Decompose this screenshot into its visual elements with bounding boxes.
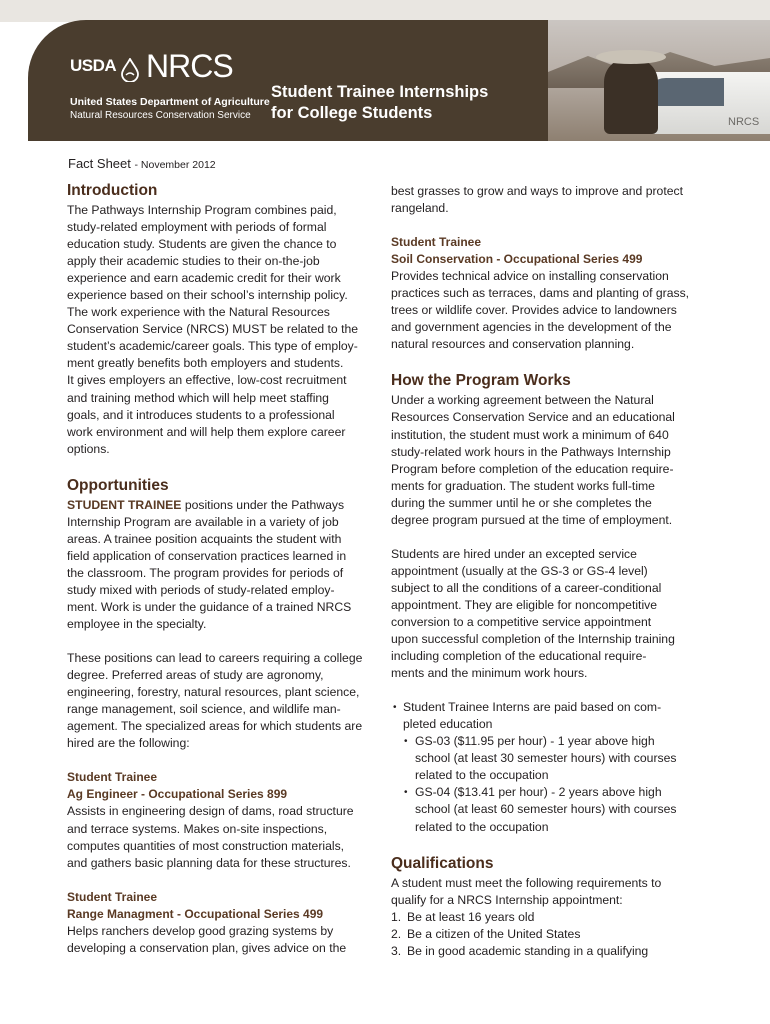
how-heading: How the Program Works xyxy=(391,372,571,390)
soil-line: practices such as terraces, dams and planting of grass, xyxy=(391,286,690,301)
opp-line: hired are the following: xyxy=(67,736,190,751)
ag-line: and terrace systems. Makes on-site inspections, xyxy=(67,821,328,836)
intro-line: goals, and it introduces students to a professional xyxy=(67,407,335,422)
how-line: degree program pursued at the time of employment. xyxy=(391,512,673,527)
how-line: Students are hired under an excepted service xyxy=(391,546,637,561)
pay-sub-bullet-gs04 xyxy=(399,784,703,835)
how-line: Resources Conservation Service and an educational xyxy=(391,410,675,425)
truck-door-logo: NRCS xyxy=(728,116,760,128)
opp-line: range management, soil science, and wildlife man- xyxy=(67,702,341,717)
how-paragraph-2 xyxy=(391,546,703,682)
fact-sheet-text: Fact Sheet xyxy=(68,156,131,171)
header xyxy=(0,0,770,141)
nrcs-drop-icon xyxy=(120,58,140,82)
range-line: rangeland. xyxy=(391,201,449,216)
opp-line: degree. Preferred areas of study are agronomy, xyxy=(67,668,324,683)
intro-line: education study. Students are given the chance to xyxy=(67,237,337,252)
item-number: 2. xyxy=(391,926,402,941)
intro-line: The work experience with the Natural Resources xyxy=(67,305,330,320)
how-line: study-related work hours in the Pathways Internship xyxy=(391,444,671,459)
intro-line: It gives employers an effective, low-cost recruitment xyxy=(67,373,347,388)
bullet-line: pleted education xyxy=(403,717,493,732)
how-line: Program before completion of the education require- xyxy=(391,461,674,476)
how-line: appointment. They are eligible for noncompetitive xyxy=(391,597,658,612)
intro-line: The Pathways Internship Program combines paid, xyxy=(67,203,337,217)
qualification-item xyxy=(391,926,703,943)
opp-line: the classroom. The program provides for periods of xyxy=(67,565,344,580)
range-line: Helps ranchers develop good grazing systems by xyxy=(67,923,334,938)
opp-line: employee in the specialty. xyxy=(67,617,207,632)
fact-sheet-label xyxy=(68,156,216,171)
agency-name: United States Department of Agriculture xyxy=(70,96,270,108)
usda-logo: USDA xyxy=(70,56,117,75)
item-number: 1. xyxy=(391,909,402,924)
how-paragraph-1 xyxy=(391,392,703,528)
opportunities-paragraph-1 xyxy=(67,497,379,633)
qual-line: qualify for a NRCS Internship appointment: xyxy=(391,892,623,907)
sub-bullet-line: school (at least 30 semester hours) with courses xyxy=(415,751,677,766)
intro-line: student’s academic/career goals. This type of employ- xyxy=(67,339,358,354)
ag-engineer-section xyxy=(67,769,379,871)
how-line: ments for graduation. The student works full-time xyxy=(391,478,655,493)
how-line: upon successful completion of the Internship training xyxy=(391,632,675,647)
intro-line: work environment and will help them explore career xyxy=(67,424,346,439)
agency-subname: Natural Resources Conservation Service xyxy=(70,110,251,121)
title-line: for College Students xyxy=(271,104,433,122)
ag-line: and gathers basic planning data for these structures. xyxy=(67,855,351,870)
soil-line: trees or wildlife cover. Provides advice to landowners xyxy=(391,303,677,318)
page-title xyxy=(271,82,488,124)
photo-person-hat xyxy=(596,50,666,64)
soil-line: natural resources and conservation planning. xyxy=(391,337,635,352)
how-line: appointment (usually at the GS-3 or GS-4 level) xyxy=(391,563,648,578)
range-management-section xyxy=(67,889,379,957)
spacer xyxy=(391,529,703,546)
item-text: Be at least 16 years old xyxy=(407,909,535,924)
right-column xyxy=(391,183,703,960)
opp-line: engineering, forestry, natural resources, plant science, xyxy=(67,685,360,700)
intro-paragraph xyxy=(67,202,379,458)
ag-title-1: Student Trainee xyxy=(67,770,158,785)
student-trainee-lead: STUDENT TRAINEE xyxy=(67,497,182,512)
soil-line: and government agencies in the development of the xyxy=(391,320,672,335)
opp-line: These positions can lead to careers requiring a college xyxy=(67,651,363,666)
soil-title-2: Soil Conservation - Occupational Series 499 xyxy=(391,252,643,267)
sub-bullet-line: related to the occupation xyxy=(415,819,549,834)
range-title-2: Range Managment - Occupational Series 499 xyxy=(67,906,324,921)
sub-bullet-line: • GS-04 ($13.41 per hour) - 2 years above high xyxy=(415,785,662,800)
spacer xyxy=(391,836,703,853)
first-line-rest: positions under the Pathways xyxy=(181,497,345,512)
opportunities-first-line xyxy=(67,497,379,514)
sub-bullet-line: • GS-03 ($11.95 per hour) - 1 year above high xyxy=(415,734,655,749)
spacer xyxy=(67,458,379,475)
range-line: developing a conservation plan, gives advice on the xyxy=(67,940,347,955)
qualification-item xyxy=(391,943,703,960)
qualifications-heading: Qualifications xyxy=(391,854,494,872)
soil-title-1: Student Trainee xyxy=(391,235,482,250)
range-title-1: Student Trainee xyxy=(67,889,158,904)
range-line: best grasses to grow and ways to improve and protect xyxy=(391,184,683,198)
intro-line: Conservation Service (NRCS) MUST be related to the xyxy=(67,322,359,337)
intro-heading: Introduction xyxy=(67,182,158,199)
how-line: during the summer until he or she completes the xyxy=(391,495,652,510)
intro-line: experience and earn academic credit for their work xyxy=(67,271,341,286)
nrcs-logo: NRCS xyxy=(146,48,233,84)
spacer xyxy=(391,682,703,699)
pay-bullet xyxy=(391,699,703,733)
opp-line: Internship Program are available in a variety of job xyxy=(67,514,339,529)
opp-line: areas. A trainee position acquaints the student with xyxy=(67,531,342,546)
qualification-item xyxy=(391,909,703,926)
sub-bullet-line: school (at least 60 semester hours) with courses xyxy=(415,802,677,817)
qual-line: A student must meet the following requirements to xyxy=(391,875,662,890)
soil-conservation-section xyxy=(391,234,703,353)
soil-line: Provides technical advice on installing conservation xyxy=(391,269,669,284)
title-line: Student Trainee Internships xyxy=(271,83,489,101)
item-number: 3. xyxy=(391,943,402,958)
header-banner xyxy=(28,20,770,141)
spacer xyxy=(67,752,379,769)
spacer xyxy=(391,353,703,370)
range-continued xyxy=(391,183,703,217)
intro-line: study-related employment with periods of formal xyxy=(67,220,327,235)
bullet-line: • Student Trainee Interns are paid based on com- xyxy=(403,700,662,715)
intro-line: and training method which will help meet staffing xyxy=(67,390,329,405)
opportunities-heading: Opportunities xyxy=(67,476,169,494)
opportunities-paragraph-2 xyxy=(67,650,379,752)
photo-person xyxy=(604,58,658,134)
opp-line: field application of conservation practices learned in xyxy=(67,548,347,563)
how-line: subject to all the conditions of a career-conditional xyxy=(391,580,662,595)
fact-sheet-date: - November 2012 xyxy=(134,159,216,171)
how-line: ments and the minimum work hours. xyxy=(391,666,588,681)
left-column xyxy=(67,180,379,957)
ag-title-2: Ag Engineer - Occupational Series 899 xyxy=(67,787,288,802)
intro-line: apply their academic studies to their on-the-job xyxy=(67,254,320,269)
how-line: including completion of the educational require- xyxy=(391,649,647,664)
opp-line: ment. Work is under the guidance of a trained NRCS xyxy=(67,599,352,614)
pay-sub-bullet-gs03 xyxy=(399,733,703,784)
intro-line: ment greatly benefits both employers and students. xyxy=(67,356,344,371)
item-text: Be a citizen of the United States xyxy=(407,926,581,941)
how-line: Under a working agreement between the Natural xyxy=(391,393,654,408)
spacer xyxy=(391,217,703,234)
qualifications-intro xyxy=(391,875,703,909)
opp-line: study mixed with periods of study-related employ- xyxy=(67,582,335,597)
sub-bullet-line: related to the occupation xyxy=(415,768,549,783)
opp-line: agement. The specialized areas for which students are xyxy=(67,719,363,734)
header-photo xyxy=(548,20,770,141)
item-text: Be in good academic standing in a qualifying xyxy=(407,943,649,958)
intro-line: experience based on their school’s internship policy. xyxy=(67,288,348,303)
how-line: institution, the student must work a minimum of 640 xyxy=(391,427,669,442)
how-line: conversion to a competitive service appointment xyxy=(391,614,652,629)
intro-line: options. xyxy=(67,441,110,456)
spacer xyxy=(67,872,379,889)
ag-line: computes quantities of most construction materials, xyxy=(67,838,345,853)
spacer xyxy=(67,633,379,650)
ag-line: Assists in engineering design of dams, road structure xyxy=(67,804,354,819)
